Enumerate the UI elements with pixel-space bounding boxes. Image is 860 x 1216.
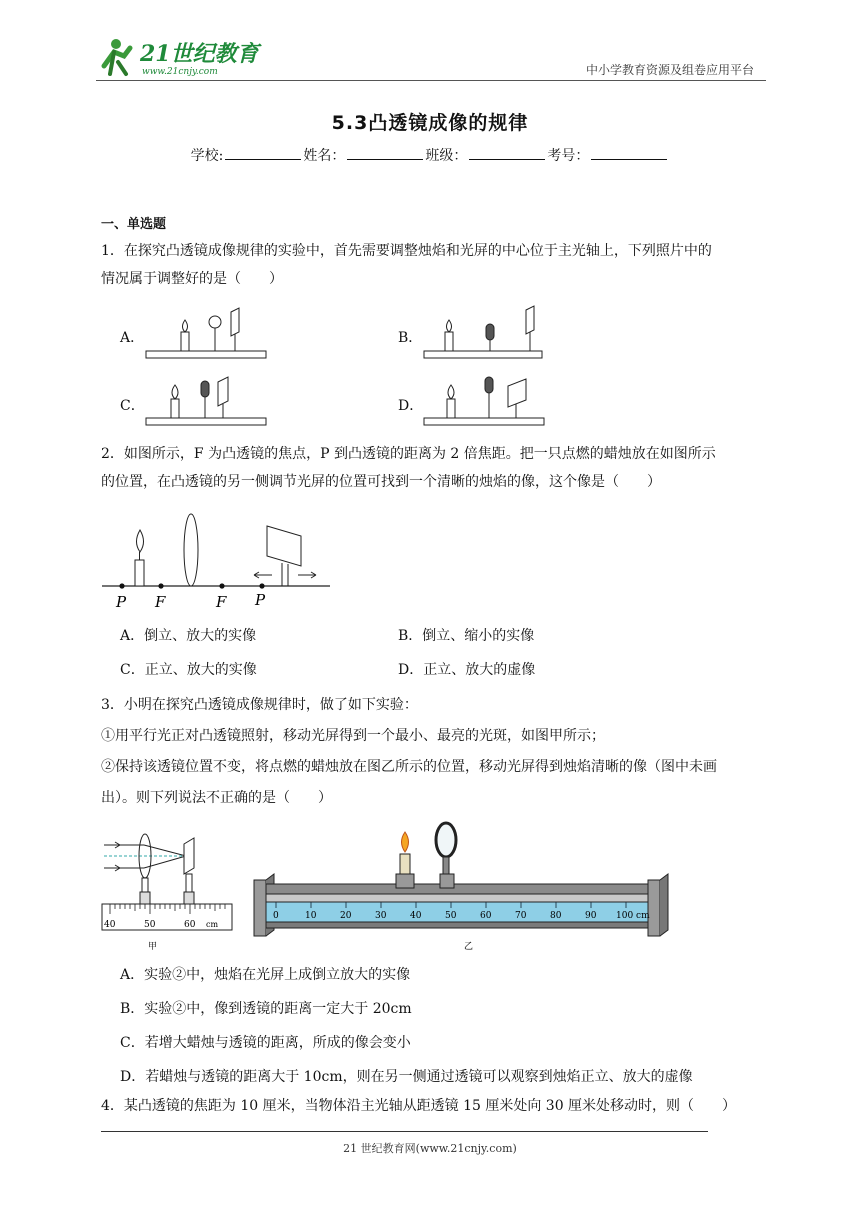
question-4 bbox=[101, 1092, 781, 1120]
class-label: 班级： bbox=[425, 148, 468, 164]
q3-option-a: A．实验②中，烛焰在光屏上成倒立放大的实像 bbox=[120, 967, 411, 983]
q1-option-c-figure bbox=[144, 372, 270, 432]
yi-tick-40: 40 bbox=[410, 911, 422, 921]
yi-tick-0: 0 bbox=[273, 911, 279, 921]
logo-text: 21世纪教育 bbox=[140, 41, 259, 67]
q4-line1: 4．某凸透镜的焦距为 10 厘米，当物体沿主光轴从距透镜 15 厘米处向 30 厘米处移动时，则（ ） bbox=[101, 1098, 737, 1114]
q2-option-c: C．正立、放大的实像 bbox=[120, 662, 257, 678]
q2-option-d: D．正立、放大的虚像 bbox=[398, 662, 536, 678]
question-2 bbox=[101, 440, 766, 496]
yi-tick-20: 20 bbox=[340, 911, 352, 921]
name-blank bbox=[347, 147, 423, 160]
q3-option-c: C．若增大蜡烛与透镜的距离，所成的像会变小 bbox=[120, 1035, 411, 1051]
number-label: 考号： bbox=[547, 148, 590, 164]
class-blank bbox=[469, 147, 545, 160]
jia-tick-40: 40 bbox=[104, 920, 116, 930]
yi-tick-70: 70 bbox=[515, 911, 527, 921]
label-f-left: F bbox=[155, 593, 166, 611]
school-label: 学校: bbox=[190, 148, 224, 164]
yi-tick-100: 100 cm bbox=[616, 911, 650, 921]
yi-tick-80: 80 bbox=[550, 911, 562, 921]
header-divider bbox=[96, 80, 766, 81]
site-logo bbox=[96, 36, 266, 78]
q2-line1: 2．如图所示，F 为凸透镜的焦点，P 到凸透镜的距离为 2 倍焦距。把一只点燃的蜡烛放在如图所示 bbox=[101, 446, 716, 462]
question-1 bbox=[101, 237, 766, 293]
page-title: 5.3凸透镜成像的规律 bbox=[331, 112, 529, 134]
q2-option-b: B．倒立、缩小的实像 bbox=[398, 628, 535, 644]
q2-line2: 的位置，在凸透镜的另一侧调节光屏的位置可找到一个清晰的烛焰的像，这个像是（ ） bbox=[101, 474, 661, 490]
q3-figure-yi bbox=[244, 818, 680, 954]
q1-option-d-label: D． bbox=[398, 398, 424, 414]
jia-tick-50: 50 bbox=[144, 920, 156, 930]
runner-icon bbox=[96, 36, 266, 78]
q3-line4: 出）。则下列说法不正确的是（ ） bbox=[101, 790, 332, 806]
yi-tick-90: 90 bbox=[585, 911, 597, 921]
q1-option-a-label: A． bbox=[120, 330, 145, 346]
q1-line1: 1．在探究凸透镜成像规律的实验中，首先需要调整烛焰和光屏的中心位于主光轴上，下列照片中的 bbox=[101, 243, 712, 259]
platform-label: 中小学教育资源及组卷应用平台 bbox=[585, 63, 754, 77]
q2-option-a: A．倒立、放大的实像 bbox=[120, 628, 257, 644]
q3-options bbox=[101, 958, 785, 1094]
yi-tick-50: 50 bbox=[445, 911, 457, 921]
yi-tick-60: 60 bbox=[480, 911, 492, 921]
q1-option-c-label: C． bbox=[120, 398, 145, 414]
q1-option-b-label: B． bbox=[398, 330, 423, 346]
q1-line2: 情况属于调整好的是（ ） bbox=[101, 271, 283, 287]
q3-line2: ①用平行光正对凸透镜照射，移动光屏得到一个最小、最亮的光斑，如图甲所示； bbox=[101, 728, 605, 744]
yi-tick-10: 10 bbox=[305, 911, 317, 921]
footer-divider bbox=[101, 1131, 708, 1132]
q1-option-a-figure bbox=[144, 302, 270, 362]
number-blank bbox=[591, 147, 667, 160]
q1-option-d-figure bbox=[422, 372, 548, 432]
q3-line1: 3．小明在探究凸透镜成像规律时，做了如下实验： bbox=[101, 697, 418, 713]
q3-option-d: D．若蜡烛与透镜的距离大于 10cm，则在另一侧通过透镜可以观察到烛焰正立、放大的虚像 bbox=[120, 1069, 693, 1085]
jia-tick-60: 60 bbox=[184, 920, 196, 930]
question-3 bbox=[101, 690, 766, 814]
jia-caption: 甲 bbox=[148, 942, 158, 952]
q3-figure-jia bbox=[100, 828, 236, 954]
name-label: 姓名： bbox=[303, 148, 346, 164]
q3-line3: ②保持该透镜位置不变，将点燃的蜡烛放在图乙所示的位置，移动光屏得到烛焰清晰的像（图中未画 bbox=[101, 759, 717, 775]
q2-lens-diagram bbox=[100, 508, 334, 612]
label-p-right: P bbox=[255, 591, 266, 609]
q1-option-b-figure bbox=[422, 302, 548, 362]
section-heading: 一、单选题 bbox=[101, 217, 167, 232]
label-p-left: P bbox=[116, 593, 127, 611]
q3-option-b: B．实验②中，像到透镜的距离一定大于 20cm bbox=[120, 1001, 412, 1017]
label-f-right: F bbox=[216, 593, 227, 611]
jia-unit: cm bbox=[206, 920, 219, 929]
yi-tick-30: 30 bbox=[375, 911, 387, 921]
school-blank bbox=[225, 147, 301, 160]
footer-text[interactable]: 21 世纪教育网(www.21cnjy.com) bbox=[343, 1142, 517, 1155]
yi-caption: 乙 bbox=[464, 942, 474, 952]
student-info bbox=[0, 145, 860, 165]
logo-url: www.21cnjy.com bbox=[142, 67, 218, 77]
